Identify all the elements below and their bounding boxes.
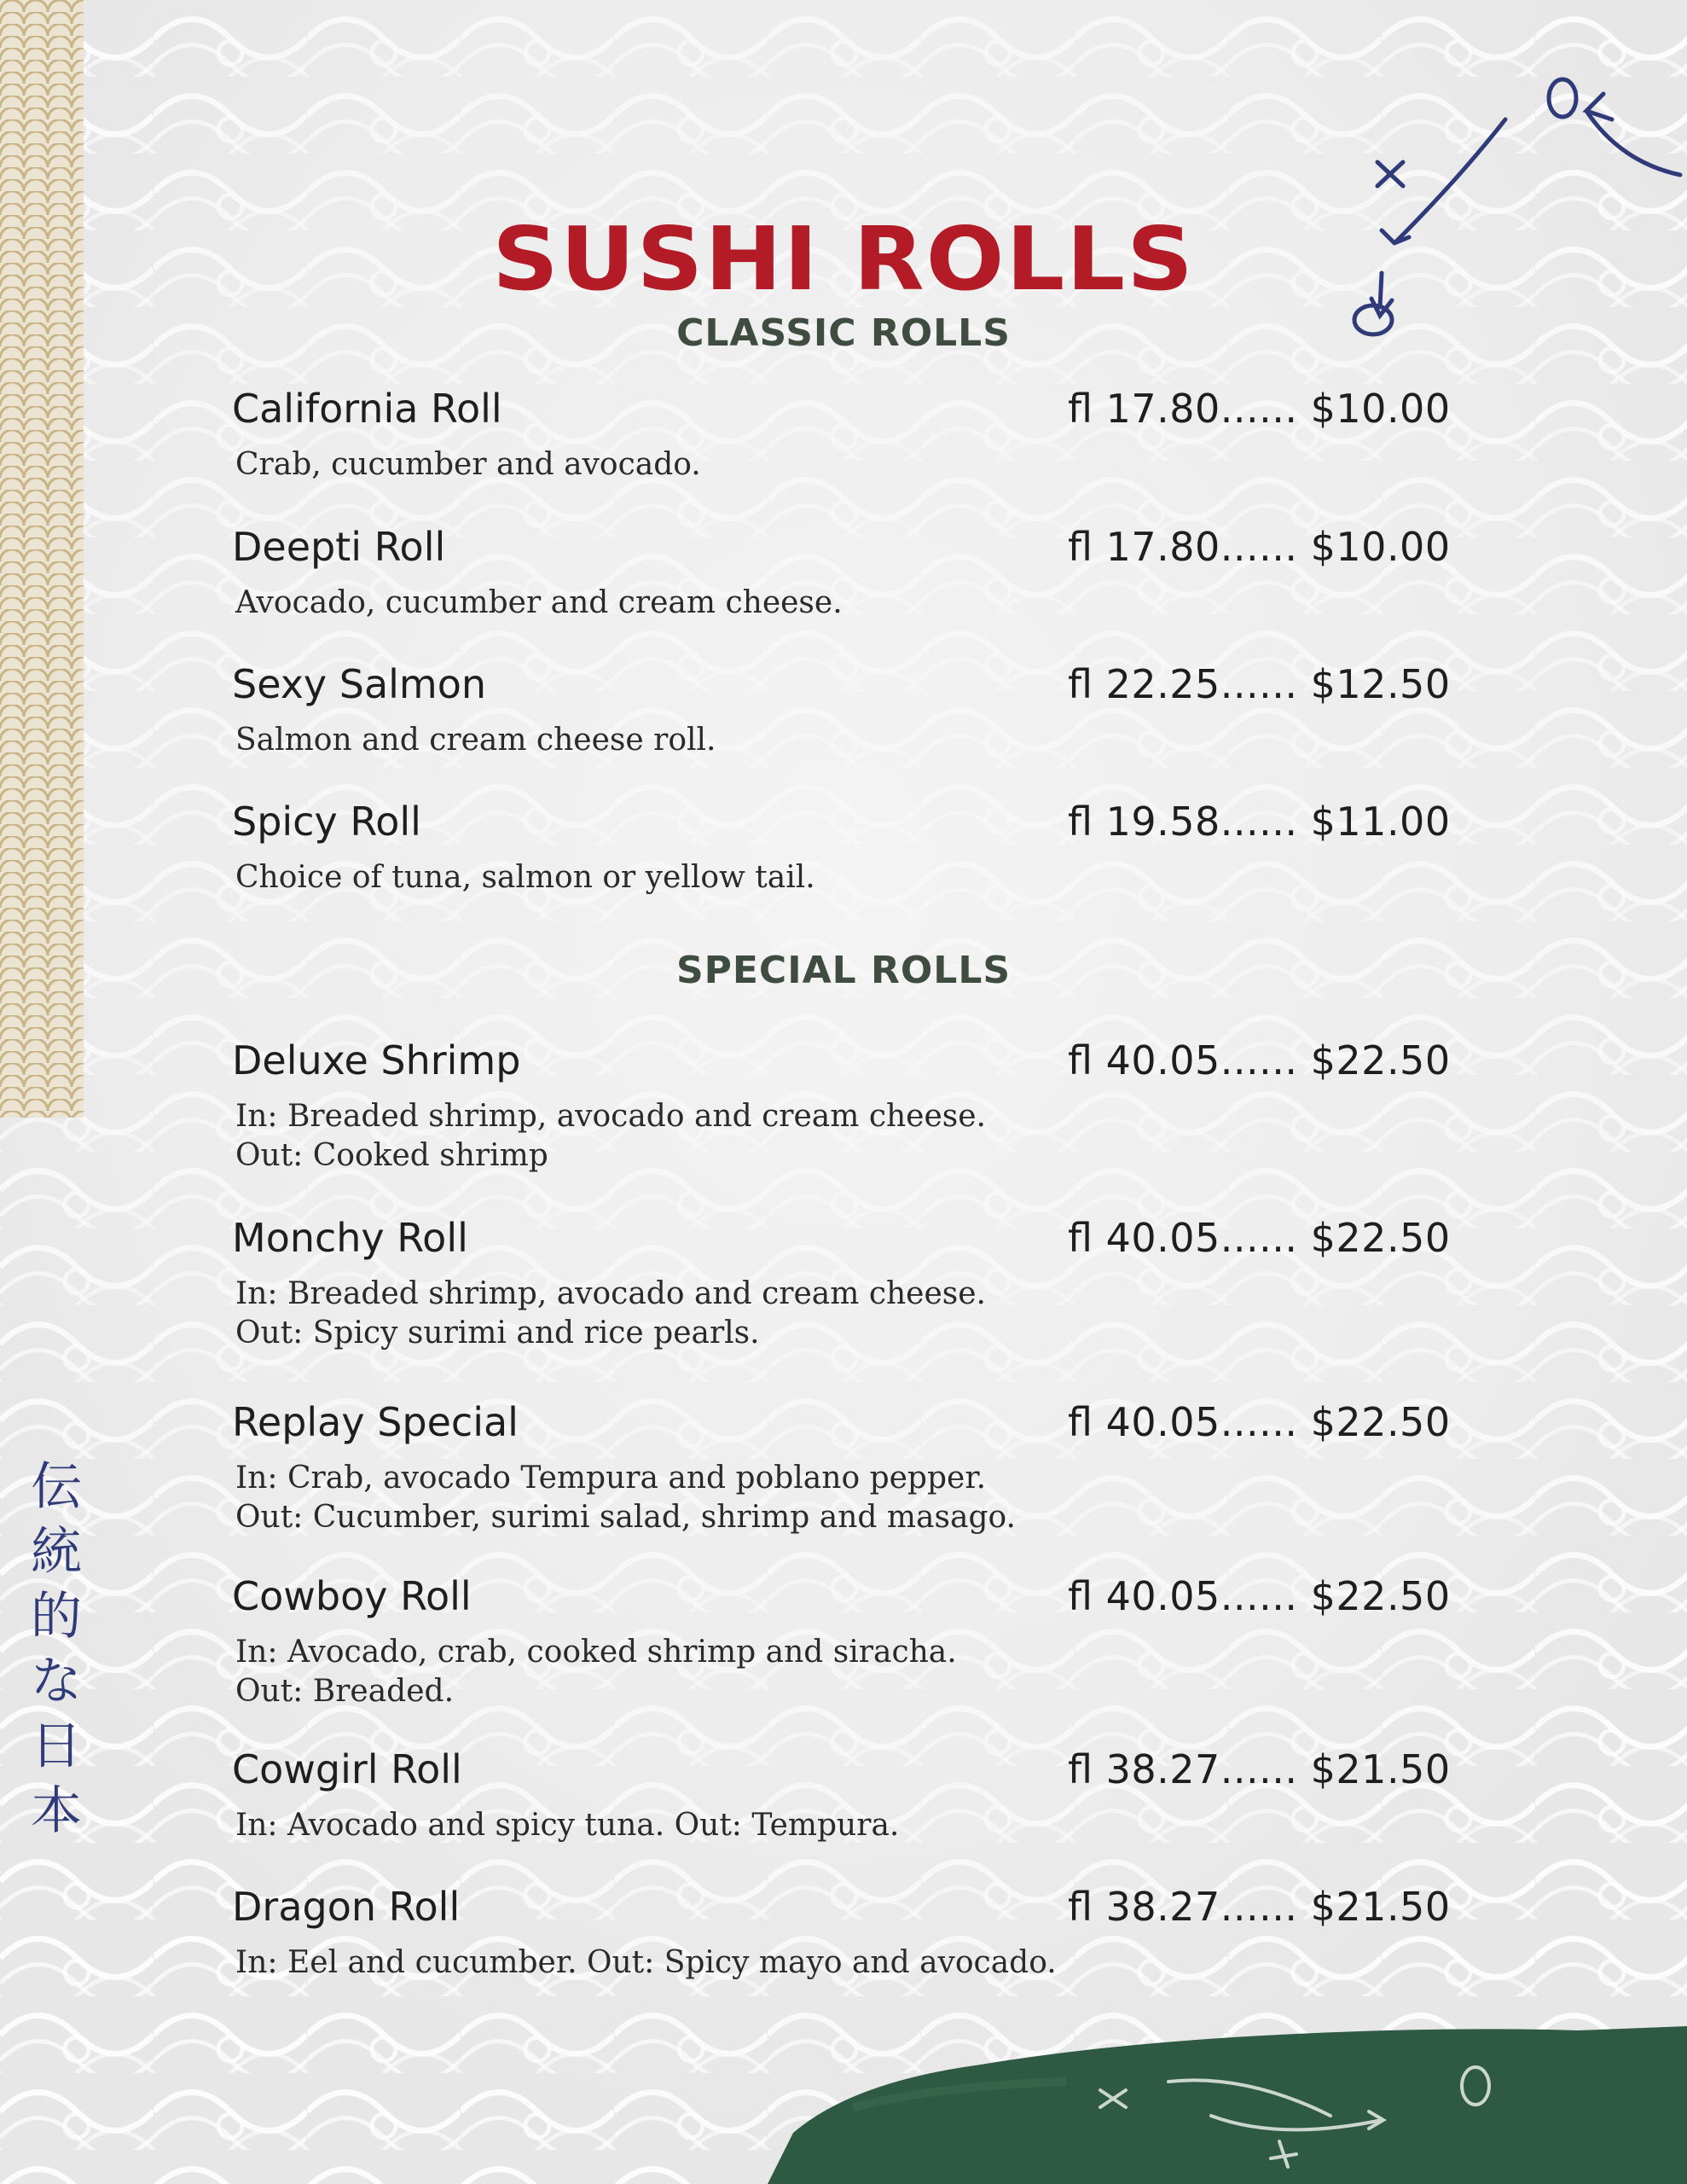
section-title-classic-rolls: CLASSIC ROLLS [676, 311, 1011, 355]
item-description [232, 1097, 1426, 1176]
description-line: In: Eel and cucumber. Out: Spicy mayo and avocado. [235, 1945, 1057, 1980]
item-description [232, 1943, 1426, 1983]
item-name: California Roll [232, 386, 502, 432]
x-mark [1377, 162, 1403, 186]
description-line: In: Breaded shrimp, avocado and cream cheese. [235, 1276, 986, 1311]
item-price: ﬂ 38.27...... $21.50 [1068, 1884, 1451, 1930]
jp-char: 的 [31, 1587, 82, 1647]
item-price: ﬂ 17.80...... $10.00 [1068, 524, 1451, 570]
item-name: Cowboy Roll [232, 1573, 472, 1619]
description-line: Out: Cooked shrimp [235, 1138, 548, 1173]
item-price: ﬂ 22.25...... $12.50 [1068, 661, 1451, 707]
menu-item [232, 1037, 1451, 1176]
description-line: In: Avocado and spicy tuna. Out: Tempura. [235, 1808, 900, 1843]
item-description [232, 445, 1426, 485]
item-price: ﬂ 17.80...... $10.00 [1068, 386, 1451, 432]
description-line: Out: Spicy surimi and rice pearls. [235, 1316, 760, 1350]
item-description [232, 1275, 1426, 1353]
description-line: Choice of tuna, salmon or yellow tail. [235, 860, 815, 895]
item-description [232, 1459, 1426, 1537]
jp-char: 日 [31, 1716, 82, 1776]
item-name: Cowgirl Roll [232, 1746, 462, 1792]
item-price: ﬂ 40.05...... $22.50 [1068, 1037, 1451, 1083]
item-name: Monchy Roll [232, 1215, 468, 1261]
vertical-japanese-text [26, 1455, 86, 1844]
menu-item [232, 524, 1451, 623]
menu-item [232, 1399, 1451, 1537]
item-price: ﬂ 40.05...... $22.50 [1068, 1573, 1451, 1619]
menu-item [232, 1215, 1451, 1353]
description-line: Out: Breaded. [235, 1674, 455, 1709]
item-description [232, 1806, 1426, 1845]
item-price: ﬂ 19.58...... $11.00 [1068, 799, 1451, 845]
playbook-drawing-top [1330, 60, 1687, 358]
o-mark [1549, 79, 1576, 117]
playbook-drawing-bottom [1075, 2039, 1569, 2175]
description-line: In: Avocado, crab, cooked shrimp and siracha. [235, 1635, 957, 1670]
item-price: ﬂ 40.05...... $22.50 [1068, 1215, 1451, 1261]
jp-char: 伝 [31, 1457, 82, 1517]
description-line: Out: Cucumber, surimi salad, shrimp and masago. [235, 1500, 1016, 1535]
menu-item [232, 661, 1451, 760]
page-title: SUSHI ROLLS [492, 209, 1195, 311]
menu-item [232, 386, 1451, 485]
item-price: ﬂ 38.27...... $21.50 [1068, 1746, 1451, 1792]
section-title-special-rolls: SPECIAL ROLLS [675, 949, 1012, 992]
menu-item [232, 1573, 1451, 1711]
menu-item [232, 799, 1451, 897]
menu-item [232, 1884, 1451, 1983]
item-name: Deepti Roll [232, 524, 446, 570]
item-description [232, 584, 1426, 623]
item-name: Deluxe Shrimp [232, 1037, 521, 1083]
item-description [232, 1633, 1426, 1711]
jp-char: な [31, 1652, 82, 1711]
item-name: Replay Special [232, 1399, 519, 1445]
description-line: Avocado, cucumber and cream cheese. [235, 585, 843, 620]
description-line: In: Breaded shrimp, avocado and cream cheese. [235, 1099, 986, 1134]
jp-char: 本 [31, 1781, 82, 1841]
item-description [232, 721, 1426, 760]
menu-item [232, 1746, 1451, 1845]
description-line: In: Crab, avocado Tempura and poblano pepper. [235, 1461, 987, 1496]
item-price: ﬂ 40.05...... $22.50 [1068, 1399, 1451, 1445]
description-line: Salmon and cream cheese roll. [235, 723, 716, 758]
description-line: Crab, cucumber and avocado. [235, 447, 701, 482]
item-description [232, 858, 1426, 897]
jp-char: 統 [31, 1522, 82, 1582]
item-name: Sexy Salmon [232, 661, 487, 707]
item-name: Spicy Roll [232, 799, 421, 845]
item-name: Dragon Roll [232, 1884, 461, 1930]
